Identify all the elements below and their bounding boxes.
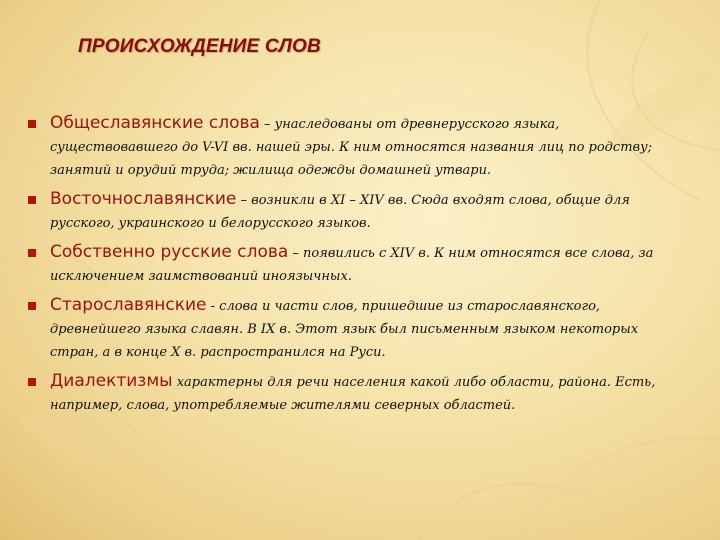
list-item — [28, 112, 678, 181]
list-item — [28, 241, 678, 287]
list-item — [28, 294, 678, 363]
square-bullet-icon — [28, 196, 36, 204]
list-item — [28, 370, 678, 416]
term-definition: характерны для речи населения какой либо области, района. Есть, например, слова, употребляемые жителями северных областей. — [50, 375, 656, 413]
word-origin-list — [28, 112, 678, 423]
term-label: Восточнославянские — [50, 189, 237, 209]
term-definition: – появились с XIV в. К ним относятся все слова, за исключением заимствований иноязычных. — [50, 246, 654, 284]
square-bullet-icon — [28, 302, 36, 310]
term-label: Старославянские — [50, 295, 207, 315]
square-bullet-icon — [28, 120, 36, 128]
square-bullet-icon — [28, 378, 36, 386]
term-definition: – унаследованы от древнерусского языка, существовавшего до V-VI вв. нашей эры. К ним относятся названия лиц по родству; занятий и орудий труда; жилища одежды домашней утвари. — [50, 117, 653, 178]
term-definition: – возникли в XI – XIV вв. Сюда входят слова, общие для русского, украинского и белорусского языков. — [50, 193, 630, 231]
term-definition: - слова и части слов, пришедшие из старославянского, древнейшего языка славян. В IX в. Этот язык был письменным языком некоторых стран, а в конце X в. распространился на Руси. — [50, 299, 639, 360]
term-label: Собственно русские слова — [50, 242, 289, 262]
term-label: Общеславянские слова — [50, 113, 260, 133]
list-item — [28, 188, 678, 234]
page-title: ПРОИСХОЖДЕНИЕ СЛОВ — [78, 36, 321, 57]
square-bullet-icon — [28, 249, 36, 257]
term-label: Диалектизмы — [50, 371, 173, 391]
